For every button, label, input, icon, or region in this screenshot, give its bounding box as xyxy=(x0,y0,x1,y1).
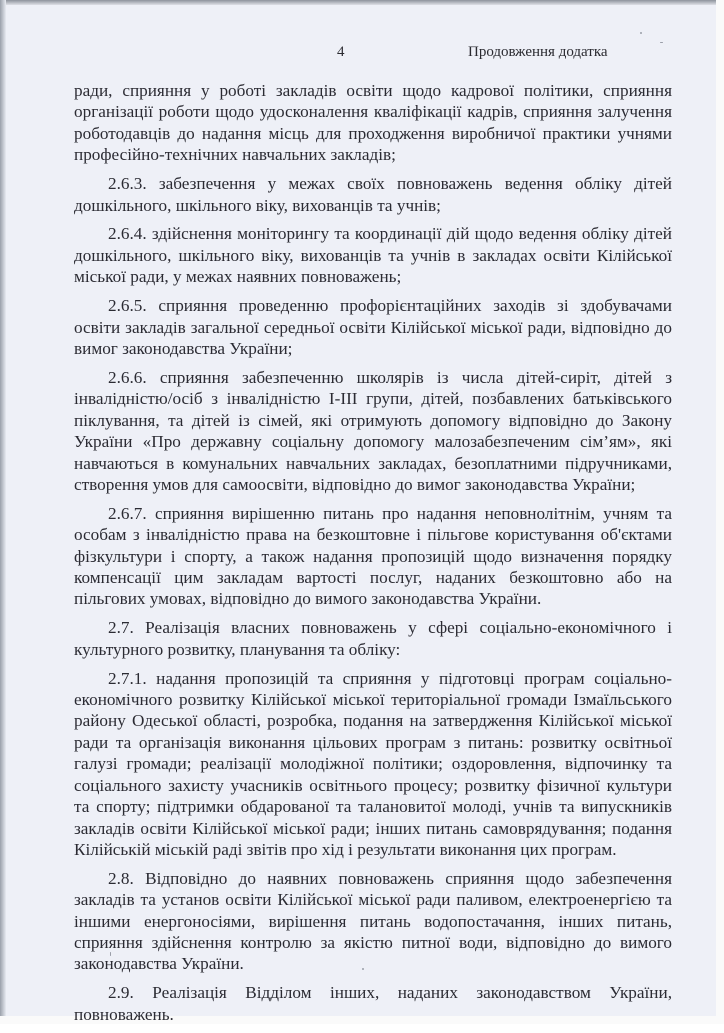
scan-speck xyxy=(640,32,642,34)
paragraph-2-8: 2.8. Відповідно до наявних повноважень сприяння щодо забезпечення закладів та установ освіти Кілійської міської ради паливом, електроенергією та іншими енергоносіями, вирішення питань водопостачання, інших питань, сприяння здійснення контролю за якістю питної води, відповідно до вимого законодавства України. xyxy=(74,868,672,974)
document-body xyxy=(74,80,672,1033)
paragraph-2-9: 2.9. Реалізація Відділом інших, наданих законодавством України, повноважень. xyxy=(74,983,672,1024)
paragraph-2-6-6: 2.6.6. сприяння забезпеченню школярів із числа дітей-сиріт, дітей з інвалідністю/осіб з інвалідністю I-III групи, дітей, позбавлених батьківського піклування, та дітей із сімей, які отримують допомогу відповідно до Закону України «Про державну соціальну допомогу малозабезпеченим сім’ям», які навчаються в комунальних навчальних закладах, безоплатними підручниками, створення умов для самоосвіти, відповідно до вимог законодавства України; xyxy=(74,367,672,494)
scan-right-margin xyxy=(716,0,724,1024)
scan-speck xyxy=(660,42,663,43)
paragraph-2-6-4: 2.6.4. здійснення моніторингу та координації дій щодо ведення обліку дітей дошкільного, шкільного віку, вихованців та учнів в закладах освіти Кілійської міської ради, у межах наявних повноважень; xyxy=(74,224,672,287)
paragraph-2-7: 2.7. Реалізація власних повноважень у сфері соціально-економічного і культурного розвитку, планування та обліку: xyxy=(74,618,672,659)
continuation-note: Продовження додатка xyxy=(468,44,608,60)
scan-left-edge xyxy=(0,0,6,1024)
page-number: 4 xyxy=(337,44,345,60)
paragraph-2-6-3: 2.6.3. забезпечення у межах своїх повноважень ведення обліку дітей дошкільного, шкільного віку, вихованців та учнів; xyxy=(74,174,672,215)
paragraph-2-6-5: 2.6.5. сприяння проведенню профорієнтаційних заходів зі здобувачами освіти закладів загальної середньої освіти Кілійської міської ради, відповідно до вимог законодавства України; xyxy=(74,296,672,358)
page-header xyxy=(0,44,724,64)
paragraph-2-6-7: 2.6.7. сприяння вирішенню питань про надання неповнолітнім, учням та особам з інвалідністю права на безкоштовне і пільгове користування об'єктами фізкультури і спорту, а також надання пропозицій щодо визначення порядку компенсації цим закладам вартості послуг, наданих безкоштовно або на пільгових умовах, відповідно до вимого законодавства України. xyxy=(74,503,672,609)
paragraph-2-7-1: 2.7.1. надання пропозицій та сприяння у підготовці програм соціально-економічного розвитку Кілійської міської територіальної громади Ізмаїльського району Одеської області, розробка, подання на затвердження Кілійської міської ради та організація виконання цільових програм з питань: розвитку освітньої галузі громади; реалізації молодіжної політики; оздоровлення, відпочинку та соціального захисту учасників освітнього процесу; розвитку фізичної культури та спорту; підтримки обдарованої та талановитої молоді, учнів та випускників закладів освіти Кілійської міської ради; інших питань самоврядування; подання Кілійській міській раді звітів про хід і результати виконання цих програм. xyxy=(74,668,672,859)
paragraph-continuation: ради, сприяння у роботі закладів освіти щодо кадрової політики, сприяння організації роботи щодо удосконалення кваліфікації кадрів, сприяння залучення роботодавців до надання місць для проходження виробничої практики учнями професійно-технічних навчальних закладів; xyxy=(74,81,672,165)
